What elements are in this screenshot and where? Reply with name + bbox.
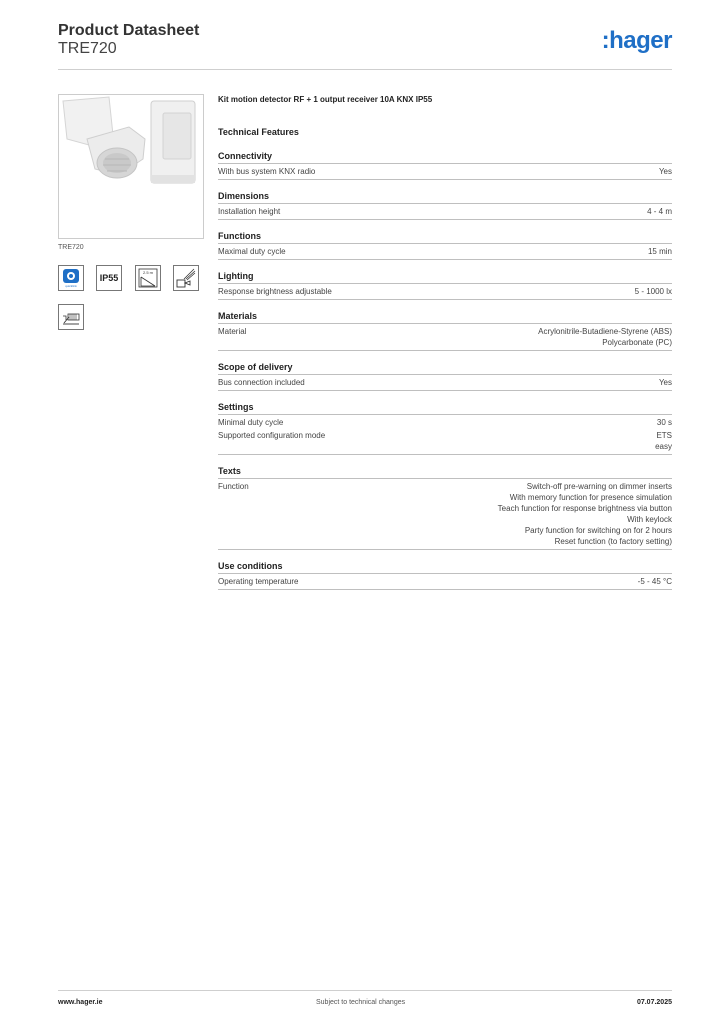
footer-note: Subject to technical changes <box>316 999 406 1006</box>
feature-value-line: ETS <box>656 431 672 440</box>
feature-row <box>218 415 672 428</box>
wall-mount-icon <box>173 265 199 291</box>
feature-value-line: Yes <box>658 378 672 387</box>
feature-section <box>218 401 672 455</box>
feature-value-line: 15 min <box>647 247 672 256</box>
feature-section <box>218 361 672 391</box>
feature-value-line: -5 - 45 °C <box>637 577 672 586</box>
feature-label: Operating temperature <box>218 577 299 586</box>
feature-value <box>659 166 672 177</box>
section-divider <box>218 587 672 590</box>
quality-mark-icon <box>58 265 84 291</box>
page-footer <box>58 990 672 1006</box>
feature-row <box>218 324 672 348</box>
feature-value-line: Switch-off pre-warning on dimmer inserts <box>526 482 672 491</box>
feature-value <box>635 286 672 297</box>
section-divider <box>218 177 672 180</box>
feature-row <box>218 428 672 452</box>
feature-value-line: Acrylonitrile-Butadiene-Styrene (ABS) <box>538 327 672 336</box>
ip55-label: IP55 <box>99 273 119 283</box>
section-divider <box>218 388 672 391</box>
section-divider <box>218 217 672 220</box>
feature-value <box>648 246 672 257</box>
feature-label: Response brightness adjustable <box>218 287 332 296</box>
section-title: Materials <box>218 310 672 324</box>
detection-range-icon <box>135 265 161 291</box>
image-caption: TRE720 <box>58 244 84 251</box>
feature-value <box>655 430 672 452</box>
feature-label: Installation height <box>218 207 281 216</box>
feature-row <box>218 375 672 388</box>
quality-mark-label: quicklink <box>65 284 77 288</box>
feature-value-line: With memory function for presence simulation <box>509 493 672 502</box>
feature-value-line: 5 - 1000 lx <box>634 287 672 296</box>
feature-section <box>218 310 672 351</box>
ip55-icon <box>96 265 122 291</box>
feature-row <box>218 204 672 217</box>
footer-date: 07.07.2025 <box>636 999 672 1006</box>
technical-features-heading: Technical Features <box>218 127 299 137</box>
detection-range-label: 2.5 m <box>142 270 154 275</box>
feature-label: Material <box>218 327 247 336</box>
feature-label: Maximal duty cycle <box>218 247 286 256</box>
feature-label: Function <box>218 482 249 491</box>
section-divider <box>218 547 672 550</box>
section-title: Functions <box>218 230 672 244</box>
feature-section <box>218 465 672 550</box>
feature-section <box>218 270 672 300</box>
feature-label: Supported configuration mode <box>218 431 326 440</box>
page-header <box>58 22 672 70</box>
feature-value <box>538 326 672 348</box>
feature-value-line: Party function for switching on for 2 hours <box>524 526 672 535</box>
technical-features <box>218 95 672 600</box>
ceiling-mount-icon <box>58 304 84 330</box>
feature-section <box>218 190 672 220</box>
feature-value-line: Yes <box>658 167 672 176</box>
section-title: Settings <box>218 401 672 415</box>
feature-value-line: Reset function (to factory setting) <box>554 537 672 546</box>
section-divider <box>218 348 672 351</box>
product-name: Kit motion detector RF + 1 output receiver 10A KNX IP55 <box>218 95 433 104</box>
feature-value <box>498 481 672 547</box>
product-image <box>58 94 204 239</box>
feature-label: With bus system KNX radio <box>218 167 316 176</box>
page-title: Product Datasheet <box>58 22 200 39</box>
hager-logo: :hager <box>601 27 672 54</box>
product-code: TRE720 <box>58 40 117 57</box>
section-divider <box>218 257 672 260</box>
motion-detector-illustration <box>59 95 203 238</box>
section-divider <box>218 452 672 455</box>
feature-value-line: Teach function for response brightness via button <box>497 504 672 513</box>
feature-value <box>657 417 672 428</box>
section-title: Scope of delivery <box>218 361 672 375</box>
feature-row <box>218 284 672 297</box>
feature-value <box>638 576 672 587</box>
feature-row <box>218 164 672 177</box>
section-title: Lighting <box>218 270 672 284</box>
feature-row <box>218 244 672 257</box>
feature-label: Bus connection included <box>218 378 305 387</box>
feature-sections <box>218 150 672 590</box>
feature-value-line: With keylock <box>627 515 672 524</box>
feature-value <box>647 206 672 217</box>
section-title: Dimensions <box>218 190 672 204</box>
section-title: Use conditions <box>218 560 672 574</box>
feature-value-line: 4 - 4 m <box>647 207 672 216</box>
footer-website: www.hager.ie <box>58 999 103 1006</box>
feature-section <box>218 230 672 260</box>
section-divider <box>218 297 672 300</box>
feature-label: Minimal duty cycle <box>218 418 284 427</box>
feature-section <box>218 150 672 180</box>
feature-value-line: Polycarbonate (PC) <box>602 338 672 347</box>
feature-row <box>218 574 672 587</box>
feature-value-line: easy <box>655 442 672 451</box>
feature-value <box>659 377 672 388</box>
section-title: Connectivity <box>218 150 672 164</box>
feature-section <box>218 560 672 590</box>
feature-row <box>218 479 672 547</box>
feature-value-line: 30 s <box>656 418 672 427</box>
section-title: Texts <box>218 465 672 479</box>
